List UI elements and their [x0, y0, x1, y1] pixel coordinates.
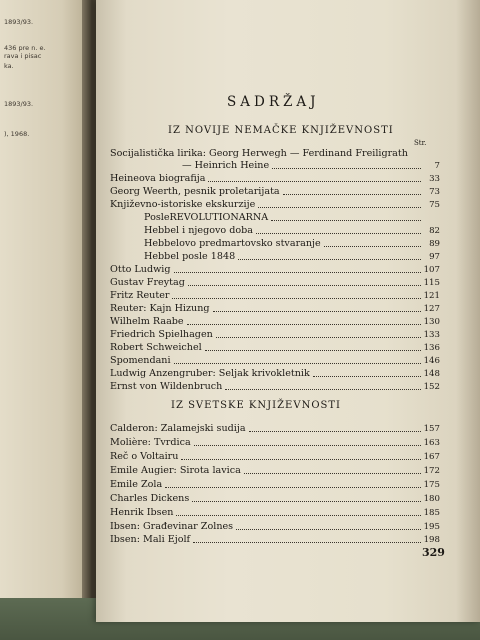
toc-entry-page: 198 — [423, 535, 440, 545]
toc-entry — [110, 198, 440, 212]
left-page-line: 1893/93. — [4, 100, 34, 108]
toc-entry — [182, 159, 440, 173]
dot-leader — [187, 315, 421, 325]
toc-entry — [110, 380, 440, 394]
page-title: SADRŽAJ — [227, 94, 320, 110]
toc-entry — [110, 478, 440, 492]
toc-entry — [110, 315, 440, 329]
toc-entry — [110, 422, 440, 436]
toc-entry-title: Gustav Freytag — [110, 277, 185, 288]
previous-page-edge — [0, 0, 88, 600]
dot-leader — [192, 492, 420, 502]
toc-entry-title: PosleREVOLUTIONARNA — [144, 212, 269, 223]
dot-leader — [238, 250, 421, 260]
toc-entry-title: Friedrich Spielhagen — [110, 329, 213, 340]
toc-entry-title: Reč o Voltairu — [110, 451, 179, 462]
toc-entry-page: 33 — [429, 174, 440, 184]
dot-leader — [258, 198, 421, 208]
toc-entry-title: Robert Schweichel — [110, 342, 202, 353]
toc-entry-title: Georg Weerth, pesnik proletarijata — [110, 186, 280, 197]
dot-leader — [205, 341, 421, 351]
toc-entry — [110, 172, 440, 186]
dot-leader — [181, 450, 420, 460]
toc-entry-page: 133 — [423, 330, 440, 340]
toc-entry-page: 97 — [429, 252, 440, 262]
toc-entry-page: 146 — [423, 356, 440, 366]
toc-entry — [144, 211, 440, 225]
toc-entry-title: Ibsen: Građevinar Zolnes — [110, 521, 234, 532]
dot-leader — [225, 380, 420, 390]
dot-leader — [176, 506, 420, 516]
toc-entry-page: 195 — [423, 522, 440, 532]
dot-leader — [271, 211, 421, 221]
toc-entry-page: 107 — [423, 265, 440, 275]
toc-entry-title: Molière: Tvrdica — [110, 437, 191, 448]
toc-entry — [144, 224, 440, 238]
toc-entry-page: 115 — [423, 278, 440, 288]
toc-entry-title: Calderon: Zalamejski sudija — [110, 423, 246, 434]
toc-entry-page: 130 — [423, 317, 440, 327]
toc-entry — [110, 328, 440, 342]
toc-entry — [110, 289, 440, 303]
toc-entry — [110, 354, 440, 368]
dot-leader — [313, 367, 421, 377]
dot-leader — [272, 159, 421, 169]
dot-leader — [174, 354, 421, 364]
toc-entry — [110, 185, 440, 199]
dot-leader — [213, 302, 421, 312]
dot-leader — [174, 263, 421, 273]
toc-entry-title: Književno-istoriske ekskurzije — [110, 199, 256, 210]
toc-entry — [144, 250, 440, 264]
toc-entry-page: 75 — [429, 200, 440, 210]
toc-entry — [110, 450, 440, 464]
toc-entry — [110, 341, 440, 355]
left-page-line: 436 pre n. e. — [4, 44, 46, 52]
left-page-line: ka. — [4, 62, 14, 70]
toc-entry-title: Fritz Reuter — [110, 290, 170, 301]
toc-entry-title: — Heinrich Heine — [182, 160, 270, 171]
toc-entry-title: Emile Zola — [110, 479, 163, 490]
toc-entry-page: 157 — [423, 424, 440, 434]
toc-entry-title: Ludwig Anzengruber: Seljak krivokletnik — [110, 368, 310, 379]
page-column-label: Str. — [414, 139, 427, 147]
toc-entry-page: 82 — [429, 226, 440, 236]
toc-entry-title: Otto Ludwig — [110, 264, 171, 275]
toc-entry — [110, 520, 440, 534]
dot-leader — [244, 464, 421, 474]
toc-entry-title: Reuter: Kajn Hizung — [110, 303, 210, 314]
dot-leader — [194, 436, 421, 446]
toc-entry-title: Ernst von Wildenbruch — [110, 381, 223, 392]
toc-entry-title: Spomendani — [110, 355, 171, 366]
toc-entry — [110, 263, 440, 277]
dot-leader — [283, 185, 421, 195]
toc-entry — [110, 367, 440, 381]
section-heading: IZ SVETSKE KNJIŽEVNOSTI — [171, 400, 341, 411]
toc-entry — [110, 492, 440, 506]
toc-entry — [110, 276, 440, 290]
toc-entry-title: Hebbelovo predmartovsko stvaranje — [144, 238, 321, 249]
toc-entry — [144, 237, 440, 251]
toc-entry-page: 121 — [423, 291, 440, 301]
dot-leader — [216, 328, 421, 338]
toc-entry-page: 152 — [423, 382, 440, 392]
toc-entry-page: 73 — [429, 187, 440, 197]
toc-entry-title: Heineova biografija — [110, 173, 206, 184]
toc-entry-page: 185 — [423, 508, 440, 518]
dot-leader — [165, 478, 420, 488]
page-edge-shadow — [456, 0, 480, 622]
dot-leader — [324, 237, 421, 247]
section-heading: IZ NOVIJE NEMAČKE KNJIŽEVNOSTI — [168, 125, 394, 136]
toc-entry — [110, 436, 440, 450]
toc-entry-page: 89 — [429, 239, 440, 249]
toc-entry-page: 163 — [423, 438, 440, 448]
dot-leader — [193, 533, 420, 543]
dot-leader — [256, 224, 421, 234]
toc-entry — [110, 302, 440, 316]
toc-entry-page: 175 — [423, 480, 440, 490]
toc-entry-title: Emile Augier: Sirota lavica — [110, 465, 241, 476]
dot-leader — [249, 422, 421, 432]
contents-page — [96, 0, 480, 622]
left-page-line: ), 1968. — [4, 130, 30, 138]
toc-entry — [110, 464, 440, 478]
toc-entry-page: 172 — [423, 466, 440, 476]
toc-entry-page: 7 — [434, 161, 440, 171]
toc-entry-title: Hebbel i njegovo doba — [144, 225, 254, 236]
table-of-contents — [96, 0, 480, 622]
toc-entry-page: 136 — [423, 343, 440, 353]
dot-leader — [188, 276, 421, 286]
dot-leader — [236, 520, 421, 530]
left-page-line: 1893/93. — [4, 18, 34, 26]
toc-entry-title: Hebbel posle 1848 — [144, 251, 236, 262]
toc-entry-page: 127 — [423, 304, 440, 314]
toc-entry-page: 167 — [423, 452, 440, 462]
toc-entry — [110, 506, 440, 520]
toc-entry — [110, 533, 440, 547]
toc-entry-title: Ibsen: Mali Ejolf — [110, 534, 191, 545]
toc-entry-page: 148 — [423, 369, 440, 379]
page-number: 329 — [422, 546, 445, 559]
toc-entry-title: Charles Dickens — [110, 493, 190, 504]
dot-leader — [208, 172, 421, 182]
toc-entry-title: Socijalistička lirika: Georg Herwegh — Ferdinand Freiligrath — [110, 148, 408, 159]
dot-leader — [172, 289, 420, 299]
toc-entry-title: Henrik Ibsen — [110, 507, 174, 518]
left-page-line: rava i pisac — [4, 52, 42, 60]
toc-entry-title: Wilhelm Raabe — [110, 316, 184, 327]
toc-entry-page: 180 — [423, 494, 440, 504]
